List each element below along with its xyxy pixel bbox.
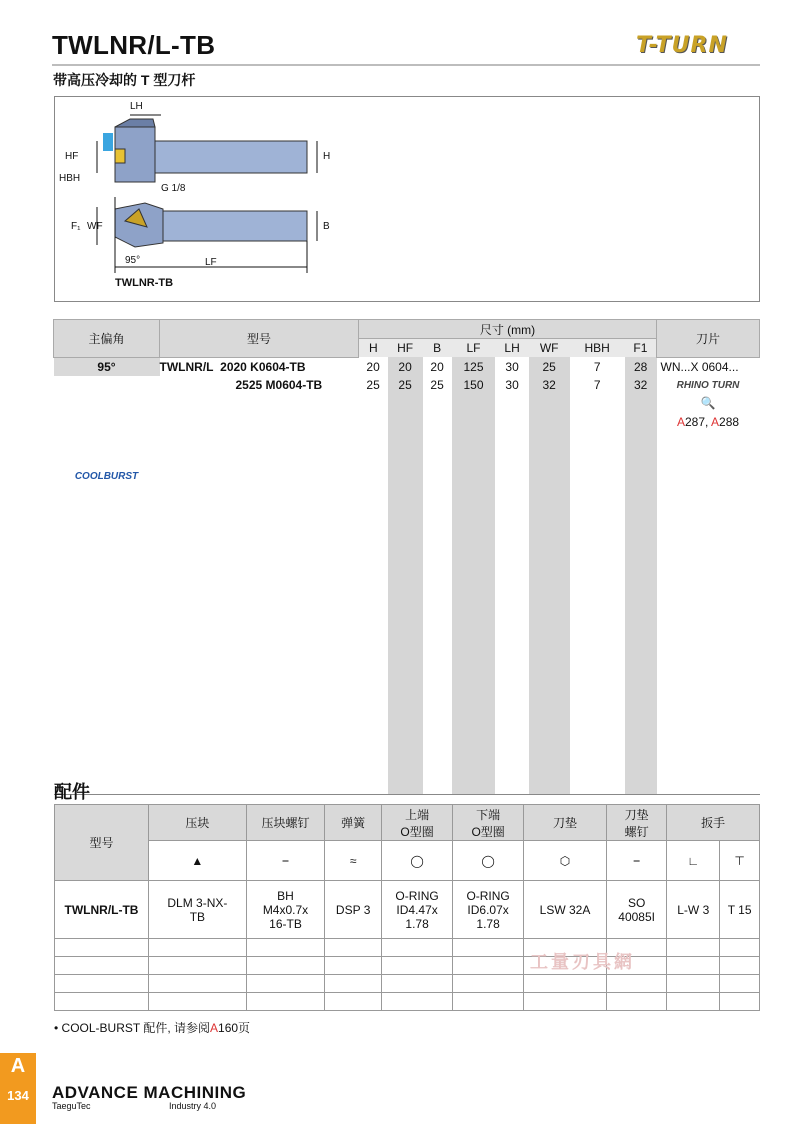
dim-value: 125 [452,357,496,376]
ref-prefix: A [676,414,685,429]
dim-header: LF [466,341,481,356]
dim-h: H [323,151,331,162]
note-ref-prefix: A [210,1021,219,1035]
watermark: 工量刃具網 [530,952,635,972]
table-row [54,431,760,449]
dim-value: 7 [593,359,601,374]
dim-header: HF [397,341,414,356]
dim-header: F1 [633,341,648,356]
acc-value: LSW 32A [524,881,607,939]
table-row [54,522,760,540]
acc-col-model: 型号 [55,805,149,881]
table-row [54,740,760,758]
spring-icon: ≈ [325,841,382,881]
table-row [54,685,760,703]
dim-value: 30 [505,359,519,374]
acc-empty-row [55,975,760,993]
dim-f1: F₁ [71,221,81,232]
o-ring-icon: ◯ [453,841,524,881]
insert-refs [657,412,760,430]
t-turn-logo: T-TURN [636,33,728,58]
acc-value: O-RING ID6.07x 1.78 [453,881,524,939]
dim-lf: LF [205,257,217,268]
table-row [54,503,760,521]
table-row [54,667,760,685]
table-row [54,540,760,558]
acc-empty-row [55,939,760,957]
table-row [54,649,760,667]
dim-header: LH [504,341,520,356]
dim-value: 28 [625,357,657,376]
acc-data-row [55,881,760,939]
drawing-caption: TWLNR-TB [115,277,174,289]
clamp-icon: ▲ [149,841,247,881]
table-row [54,467,760,485]
dim-value: 25 [430,378,444,393]
acc-value: BH M4x0.7x 16-TB [246,881,325,939]
dim-value: 25 [366,378,380,393]
acc-header: 压块 [149,805,247,841]
col-dims-header: 尺寸 (mm) [359,320,657,339]
ref-link[interactable]: 287, [684,414,711,429]
coolburst-logo: COOLBURST [74,470,139,482]
table-row [54,485,760,503]
dim-value: 32 [529,376,570,394]
acc-header: 刀垫 螺钉 [606,805,666,841]
model-cell [160,357,359,376]
shim-icon: ⬡ [524,841,607,881]
industry-label: Industry 4.0 [168,1101,216,1111]
acc-header: 弹簧 [325,805,382,841]
dim-wf: WF [87,221,103,232]
dim-value: 20 [366,359,380,374]
ref-link[interactable]: 288 [719,414,740,429]
rhino-turn-logo: RHINO TURN [676,379,740,391]
coolburst-note [54,1019,250,1036]
dim-header: HBH [584,341,610,356]
shim-screw-icon: ⎯ [606,841,666,881]
model-code: 2020 K0604-TB [220,359,306,374]
tool-holder-drawing [55,97,759,301]
table-row [54,558,760,576]
l-wrench-icon: ∟ [667,841,720,881]
acc-value: O-RING ID4.47x 1.78 [382,881,453,939]
table-row [54,703,760,721]
dim-b: B [323,221,330,232]
accessories-title: 配件 [54,782,90,802]
dim-lh: LH [130,101,143,112]
dim-header: WF [539,341,559,356]
magnifier-icon: 🔍 [700,396,716,411]
acc-icon-row [55,841,760,881]
table-row [54,613,760,631]
table-row [54,758,760,776]
header-divider [52,64,760,66]
note-text: • COOL-BURST 配件, 请参阅 [54,1021,210,1035]
t-wrench-icon: ⊤ [720,841,760,881]
acc-empty-row [55,957,760,975]
angle-value: 95° [54,357,160,376]
page-number: 134 [7,1088,29,1103]
acc-header: 刀垫 [524,805,607,841]
acc-header-row [55,805,760,841]
acc-value: DSP 3 [325,881,382,939]
table-row [54,594,760,612]
note-ref-link[interactable]: 160页 [218,1021,251,1035]
spec-header-row [54,320,760,339]
table-row [54,722,760,740]
acc-model: TWLNR/L-TB [55,881,149,939]
table-row [54,631,760,649]
acc-header: 扳手 [667,805,760,841]
advance-machining-logo: ADVANCE MACHINING [52,1083,247,1102]
brand-sub [52,1101,216,1111]
table-row [54,394,760,412]
dim-value: 30 [505,378,519,393]
table-row [54,576,760,594]
ref-prefix: A [711,414,720,429]
acc-header: 上端 O型圈 [382,805,453,841]
acc-value: L-W 3 [667,881,720,939]
acc-value: DLM 3-NX- TB [149,881,247,939]
spec-table [53,319,760,795]
acc-value: T 15 [720,881,760,939]
table-row [54,376,760,394]
acc-header: 压块螺钉 [246,805,325,841]
technical-drawing [54,96,760,302]
dim-value: 7 [593,378,601,393]
table-row [54,449,760,467]
o-ring-icon: ◯ [382,841,453,881]
dim-header: H [368,341,378,356]
page-tab [0,1053,36,1124]
table-row [54,776,760,795]
page-title: TWLNR/L-TB [52,30,216,60]
dim-value: 25 [529,357,570,376]
accessories-table [54,804,760,1011]
dim-value: 20 [388,357,423,376]
model-code: 2525 M0604-TB [235,378,323,393]
taegutec-label: TaeguTec [52,1101,91,1111]
screw-icon: ⎯ [246,841,325,881]
dim-value: 20 [430,359,444,374]
acc-header: 下端 O型圈 [453,805,524,841]
dim-value: 32 [625,376,657,394]
dim-value: 25 [388,376,423,394]
acc-value: SO 40085I [606,881,666,939]
insert-text: WN...X 0604... [660,359,739,374]
table-row [54,412,760,430]
dim-hf: HF [65,151,79,162]
col-insert-header: 刀片 [657,320,760,358]
dim-value: 150 [452,376,496,394]
dim-g: G 1/8 [161,183,186,194]
table-row [54,357,760,376]
dim-hbh: HBH [59,173,81,184]
page-subtitle: 带高压冷却的 T 型刀杆 [53,72,196,88]
page-letter: A [10,1055,26,1077]
col-model-header: 型号 [160,320,359,358]
acc-empty-row [55,993,760,1011]
col-angle-header: 主偏角 [54,320,160,358]
dim-header: B [433,341,442,356]
model-prefix: TWLNR/L [159,359,214,374]
dim-angle: 95° [125,255,141,266]
